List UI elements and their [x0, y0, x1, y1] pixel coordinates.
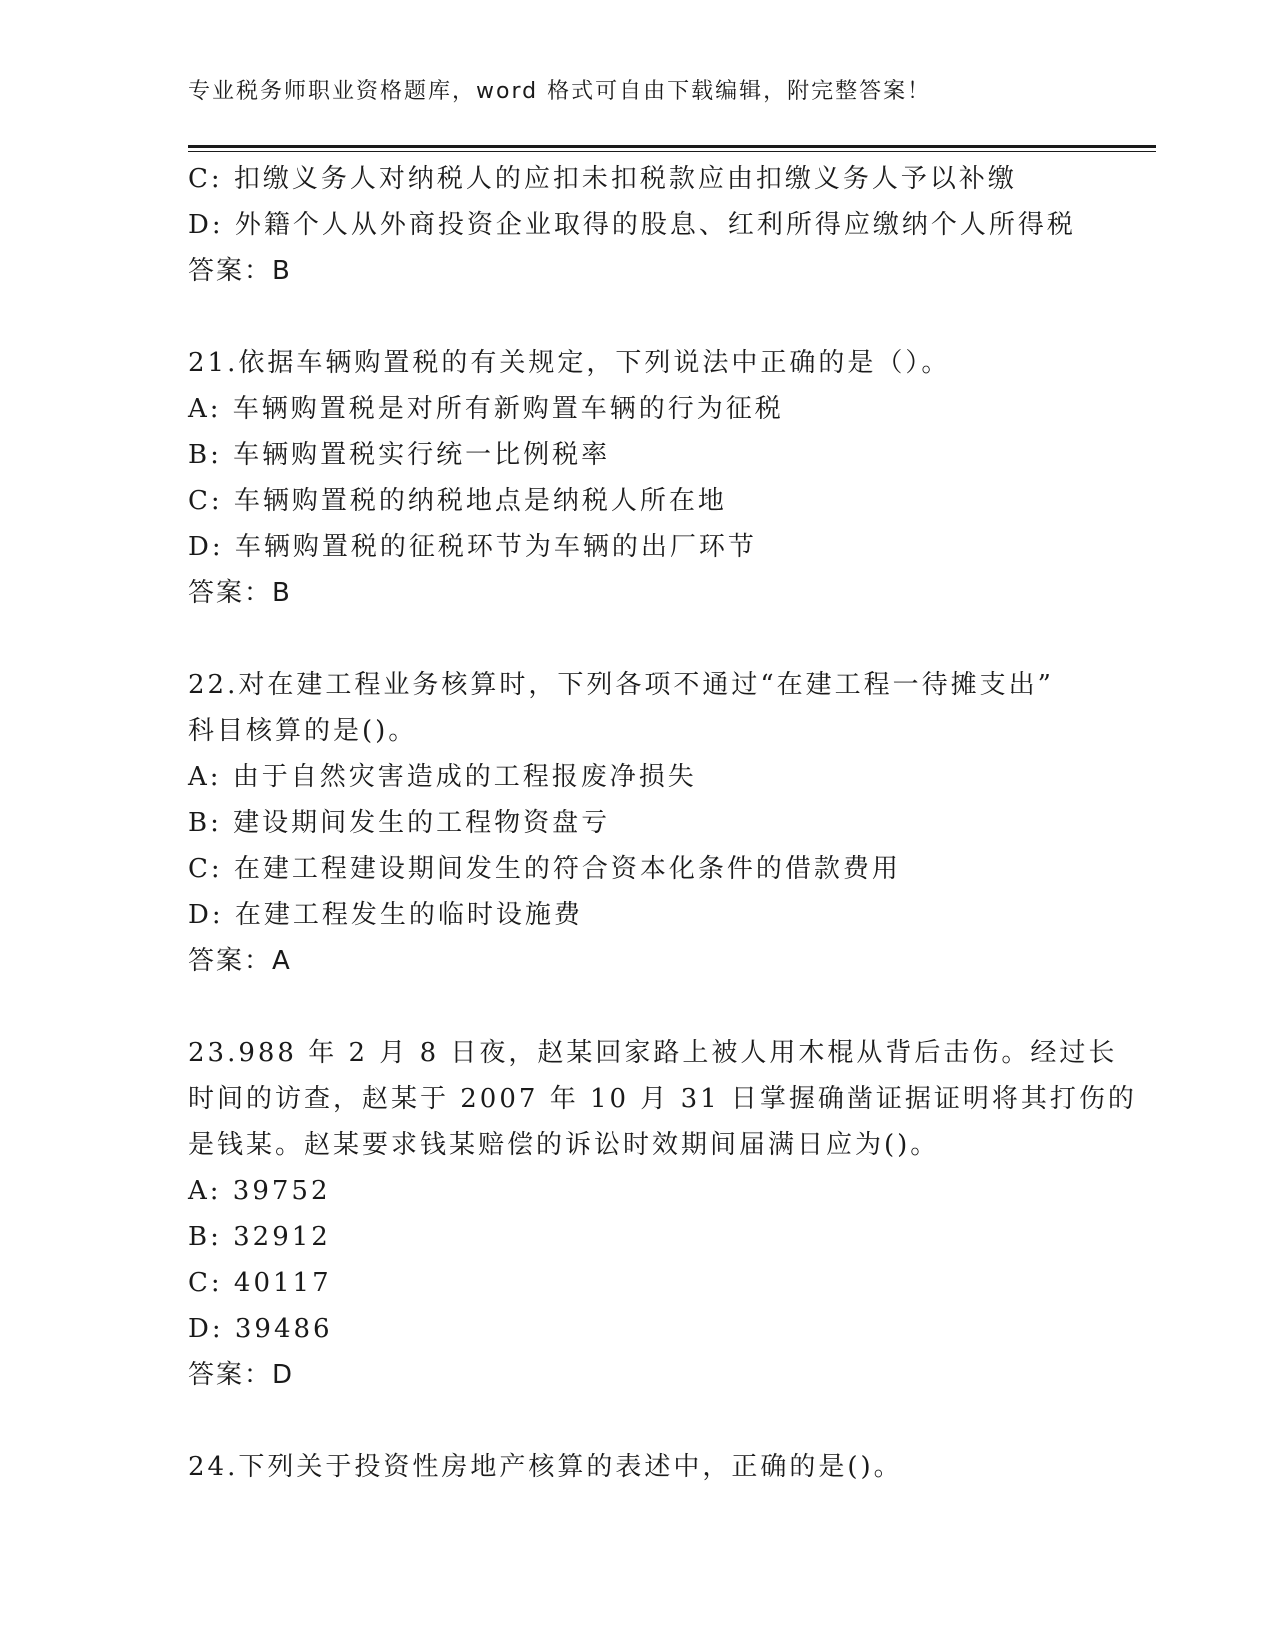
option-b: B: 车辆购置税实行统一比例税率 — [188, 440, 611, 470]
question-text: 21.依据车辆购置税的有关规定，下列说法中正确的是（）。 — [188, 348, 951, 378]
option-d: D: 39486 — [188, 1314, 333, 1344]
spacer — [188, 294, 1088, 340]
option-a: A: 车辆购置税是对所有新购置车辆的行为征税 — [188, 394, 784, 424]
option-c: C: 40117 — [188, 1268, 332, 1298]
question-text-line-2: 科目核算的是()。 — [188, 716, 418, 746]
question-text-line-2: 时间的访查，赵某于 2007 年 10 月 31 日掌握确凿证据证明将其打伤的 — [188, 1084, 1137, 1114]
spacer — [188, 616, 1088, 662]
question-text-line-1: 22.对在建工程业务核算时，下列各项不通过“在建工程一待摊支出” — [188, 670, 1054, 700]
spacer — [188, 984, 1088, 1030]
document-body — [188, 156, 1137, 1490]
answer-line: 答案：A — [188, 946, 292, 976]
option-c: C: 扣缴义务人对纳税人的应扣未扣税款应由扣缴义务人予以补缴 — [188, 164, 1017, 194]
question-block-prev — [188, 156, 1088, 294]
question-text-line-3: 是钱某。赵某要求钱某赔偿的诉讼时效期间届满日应为()。 — [188, 1130, 940, 1160]
answer-line: 答案：B — [188, 256, 292, 286]
header-rule-thin — [188, 151, 1156, 152]
option-d: D: 在建工程发生的临时设施费 — [188, 900, 583, 930]
option-a: A: 由于自然灾害造成的工程报废净损失 — [188, 762, 697, 792]
option-c: C: 车辆购置税的纳税地点是纳税人所在地 — [188, 486, 727, 516]
spacer — [188, 1398, 1088, 1444]
question-block-22 — [188, 662, 1088, 984]
question-text-line-1: 23.988 年 2 月 8 日夜，赵某回家路上被人用木棍从背后击伤。经过长 — [188, 1038, 1118, 1068]
header-rule-thick — [188, 145, 1156, 148]
question-text: 24.下列关于投资性房地产核算的表述中，正确的是()。 — [188, 1452, 903, 1482]
question-block-21 — [188, 340, 1088, 616]
option-c: C: 在建工程建设期间发生的符合资本化条件的借款费用 — [188, 854, 901, 884]
question-block-23 — [188, 1030, 1137, 1398]
option-b: B: 建设期间发生的工程物资盘亏 — [188, 808, 611, 838]
question-block-24 — [188, 1444, 1088, 1490]
option-d: D: 车辆购置税的征税环节为车辆的出厂环节 — [188, 532, 757, 562]
answer-line: 答案：D — [188, 1360, 295, 1390]
answer-line: 答案：B — [188, 578, 292, 608]
option-a: A: 39752 — [188, 1176, 331, 1206]
option-d: D: 外籍个人从外商投资企业取得的股息、红利所得应缴纳个人所得税 — [188, 210, 1076, 240]
page-header: 专业税务师职业资格题库，word 格式可自由下载编辑，附完整答案！ — [188, 79, 932, 104]
option-b: B: 32912 — [188, 1222, 331, 1252]
